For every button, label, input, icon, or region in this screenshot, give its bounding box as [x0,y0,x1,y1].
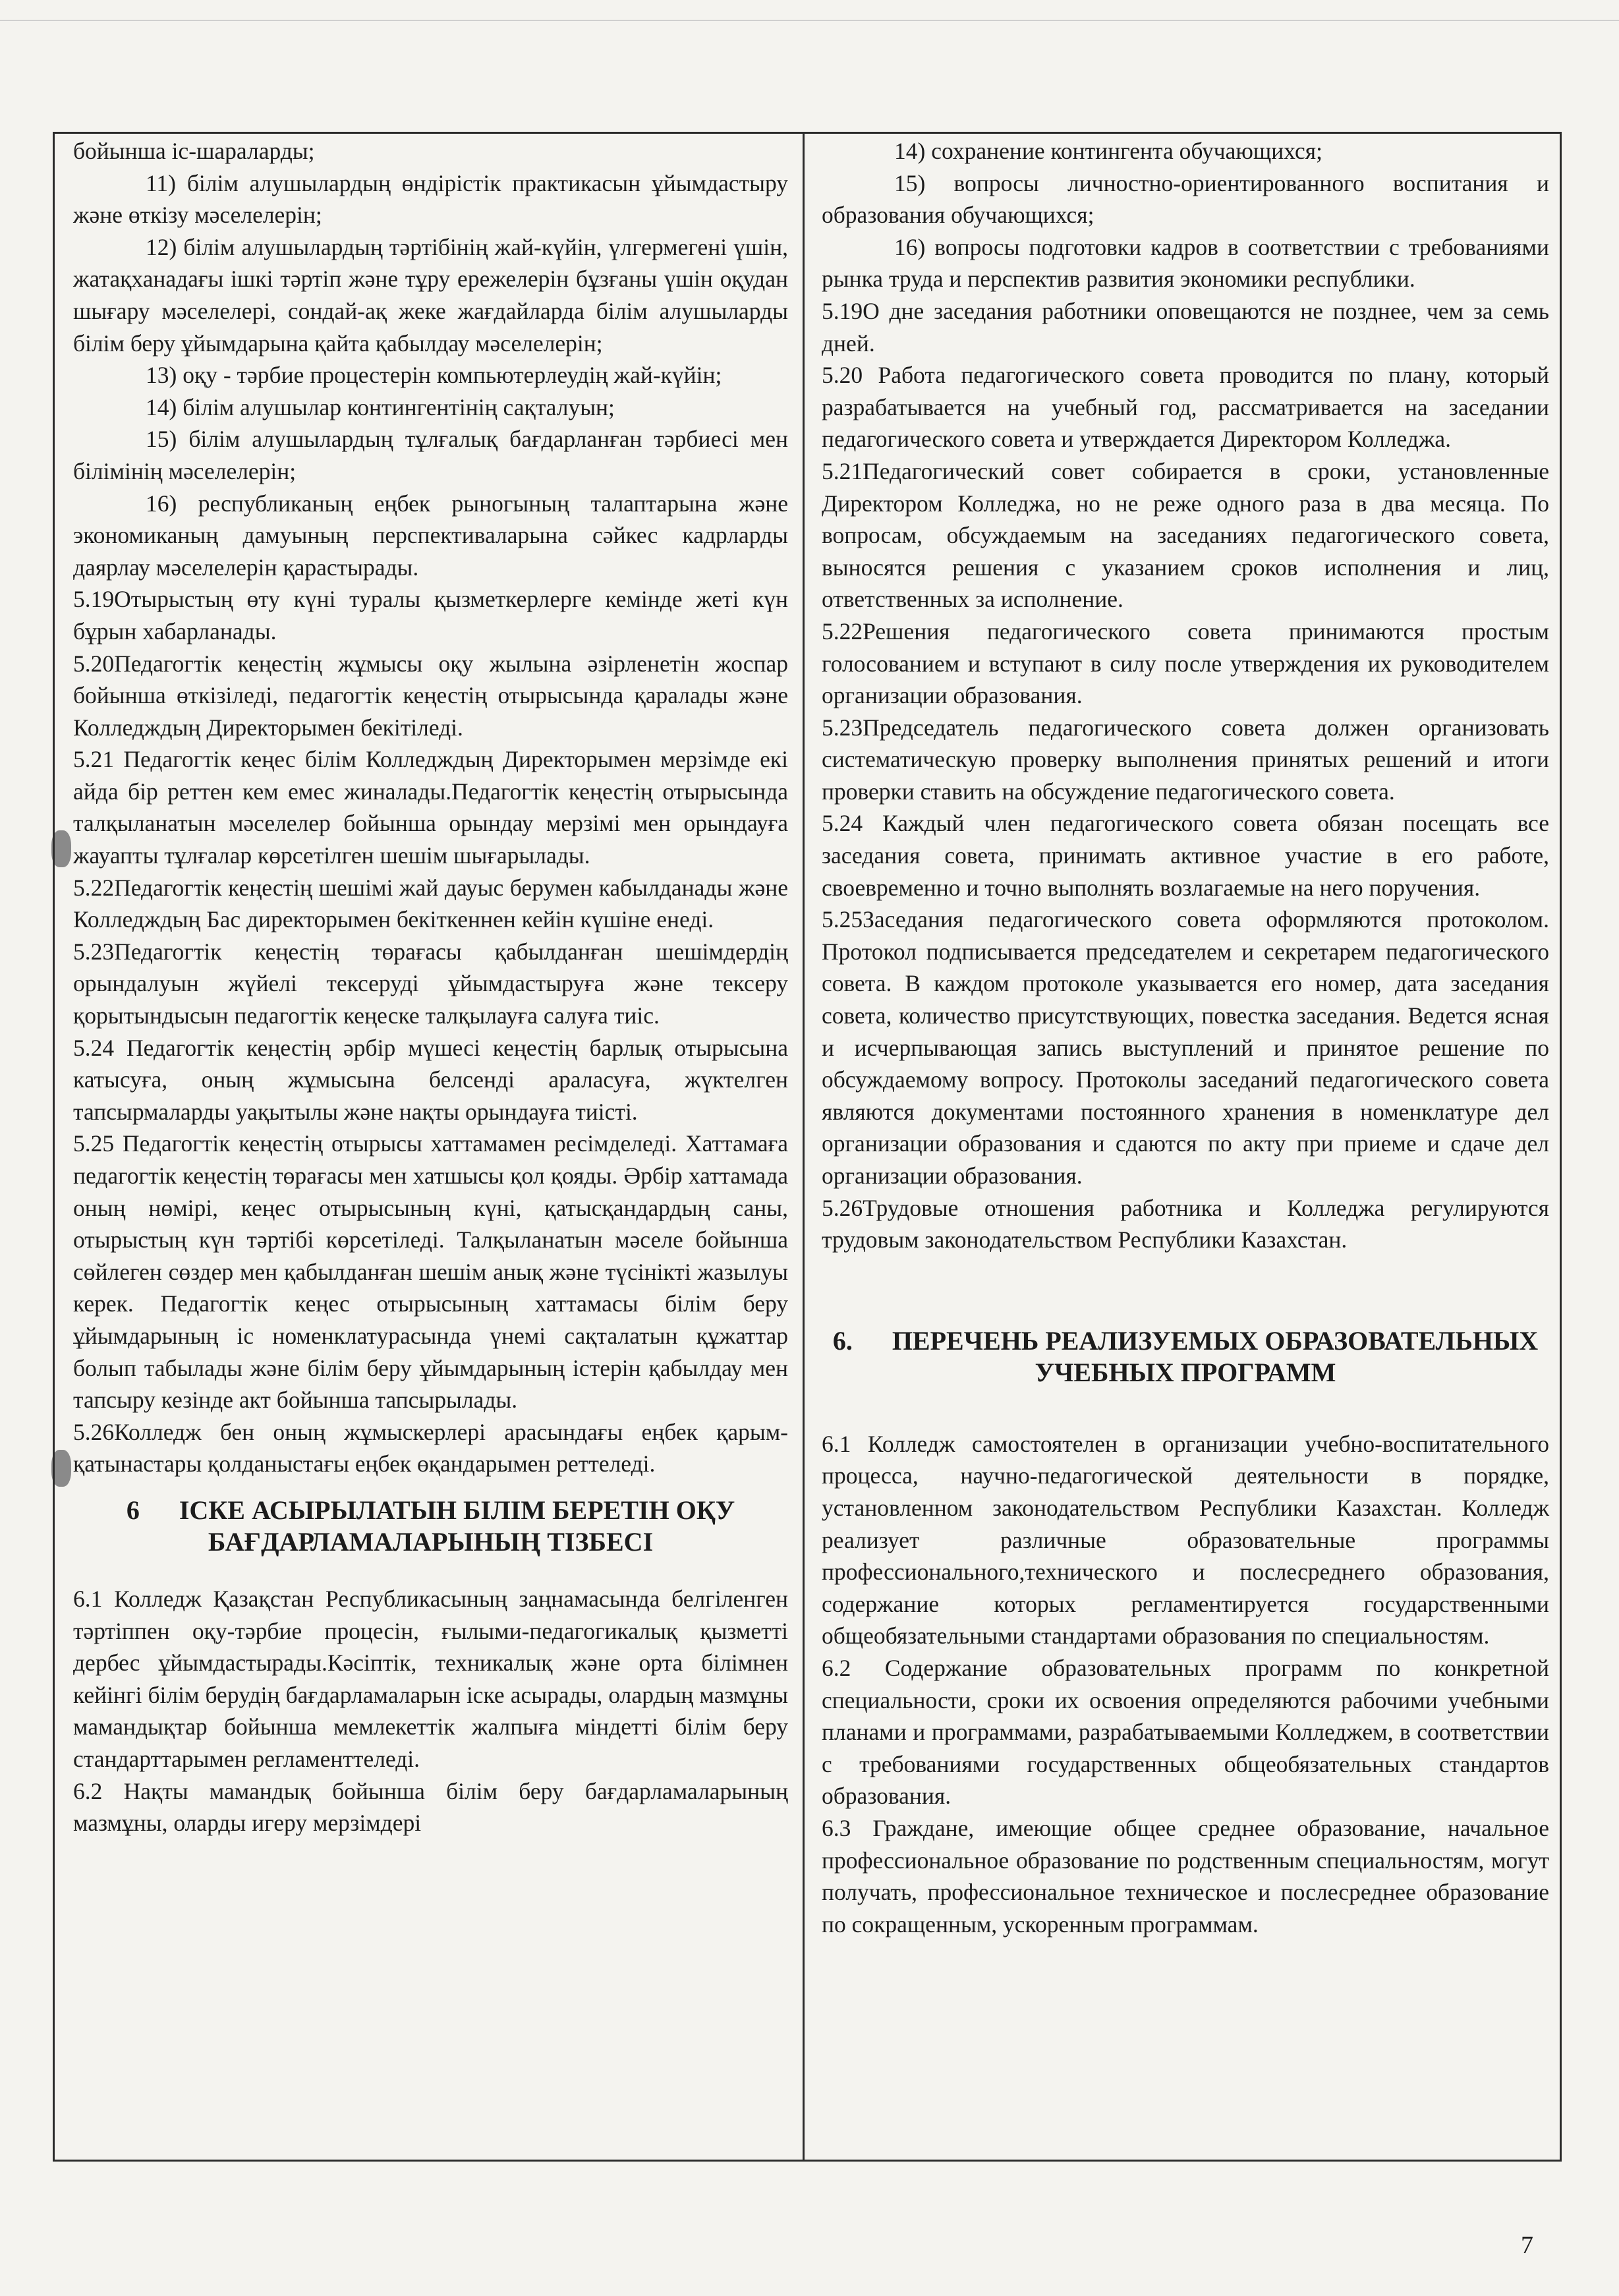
left-heading-number: 6 [126,1495,140,1525]
paragraph: 5.19Отырыстың өту күні туралы қызметкерлерге кемінде жеті күн бұрын хабарланады. [73,586,788,645]
paragraph: 5.23Председатель педагогического совета должен организовать систематическую проверку выполнения принятых решений и итоги проверки ставить на обсуждение педагогического совета. [822,714,1549,805]
paragraph: 11) білім алушылардың өндірістік практикасын ұйымдастыру және өткізу мәселелерін; [73,169,788,229]
paragraph: 14) сохранение контингента обучающихся; [894,138,1322,164]
paragraph: 14) білім алушылар контингентінің сақталуын; [146,393,615,420]
paragraph: 5.20 Работа педагогического совета проводится по плану, который разрабатывается на учебный год, рассматривается на заседании педагогического совета и утверждается Директором Колледжа. [822,362,1549,453]
right-paragraphs-after [822,1428,1549,1941]
paragraph: 5.23Педагогтік кеңестің төрағасы қабылданған шешімдердің орындалуын жүйелі тексеруді ұйымдастыруға және тексеру қорытындысын педагогтік кеңеске талқылауға салуға тиіс. [73,938,788,1029]
paragraph: 13) оқу - тәрбие процестерін компьютерлеудің жай-күйін; [146,362,722,389]
paragraph: 15) білім алушылардың тұлғалық бағдарланған тәрбиесі мен білімінің мәселелерін; [73,426,788,484]
right-column-russian [803,134,1564,2160]
paragraph: 5.25 Педагогтік кеңестің отырысы хаттамамен ресімделеді. Хаттамаға педагогтік кеңестің төрағасы мен хатшысы қол қояды. Әрбір хаттамада оның нөмірі, кеңес отырысының күні, қатысқандардың саны, отырыстың күн тәртібі көрсетіледі. Талқыланатын мәселе бойынша сөйлеген сөздер мен қабылданған шешім анық және түсінікті жазылуы керек. Педагогтік кеңес отырысының хаттамасы білім беру ұйымдарының іс номенклатурасында үнемі сақталатын құжаттар болып табылады және білім беру ұйымдарының істерін қабылдау мен тапсыру кезінде акт бойынша тапсырылады. [73,1130,788,1414]
paragraph: 5.20Педагогтік кеңестің жұмысы оқу жылына әзірленетін жоспар бойынша өткізіледі, педагогтік кеңестің отырысында қаралады және Колледждың Директорымен бекітіледі. [73,650,788,741]
top-scan-edge [0,20,1619,21]
document-page [53,132,1562,2162]
left-column-kazakh [55,134,803,2160]
paragraph: 5.24 Педагогтік кеңестің әрбір мүшесі кеңестің барлық отырысына катысуға, оның жұмысына белсенді араласуға, жүктелген тапсырмаларды уақытылы және нақты орындауға тиісті. [73,1034,788,1125]
paragraph: 5.24 Каждый член педагогического совета обязан посещать все заседания совета, принимать активное участие в его работе, своевременно и точно выполнять возлагаемые на него поручения. [822,810,1549,901]
paragraph: 6.2 Нақты мамандық бойынша білім беру бағдарламаларының мазмұны, оларды игеру мерзімдері [73,1777,788,1837]
left-section-heading [73,1495,788,1558]
left-paragraphs-before [73,135,788,1480]
paragraph: 6.1 Колледж Қазақстан Республикасының заңнамасында белгіленген тәртіппен оқу-тәрбие процесін, ғылыми-педагогикалық қызметті дербес ұйымдастырады.Кәсіптік, техникалық және орта білімнен кейінгі білім берудің бағдарламаларын іске асырады, олардың мазмұны мамандықтар бойынша мемлекеттік жалпыға міндетті білім беру стандарттарымен регламенттеледі. [73,1585,788,1772]
paragraph: 15) вопросы личностно-ориентированного воспитания и образования обучающихся; [822,169,1549,229]
left-heading-line2: БАҒДАРЛАМАЛАРЫНЫҢ ТІЗБЕСІ [208,1526,654,1557]
right-heading-number: 6. [832,1325,853,1356]
paragraph: 5.21Педагогический совет собирается в сроки, установленные Директором Колледжа, но не реже одного раза в два месяца. По вопросам, обсуждаемым на заседаниях педагогического совета, выносятся решения с указанием сроков исполнения и лиц, ответственных за исполнение. [822,457,1549,613]
right-heading-line2: УЧЕБНЫХ ПРОГРАММ [1035,1357,1336,1387]
right-paragraphs-before [822,135,1549,1256]
paragraph: 6.3 Граждане, имеющие общее среднее образование, начальное профессиональное образование по родственным специальностям, могут получать, профессиональное техническое и послесреднее образование по сокращенным, ускоренным программам. [822,1814,1549,1937]
left-paragraphs-after [73,1583,788,1839]
right-heading-line1: ПЕРЕЧЕНЬ РЕАЛИЗУЕМЫХ ОБРАЗОВАТЕЛЬНЫХ [892,1325,1539,1356]
paragraph: 16) вопросы подготовки кадров в соответствии с требованиями рынка труда и перспектив развития экономики республики. [822,233,1549,293]
paragraph: бойынша іс-шараларды; [73,138,315,164]
right-section-heading [822,1325,1549,1389]
paragraph: 6.2 Содержание образовательных программ по конкретной специальности, сроки их освоения определяются рабочими учебными планами и программами, разрабатываемыми Колледжем, в соответствии с требованиями государственных общеобязательных стандартов образования. [822,1654,1549,1810]
paragraph: 5.19О дне заседания работники оповещаются не позднее, чем за семь дней. [822,297,1549,357]
paragraph: 5.25Заседания педагогического совета оформляются протоколом. Протокол подписывается председателем и секретарем педагогического совета. В каждом протоколе указывается его номер, дата заседания совета, количество присутствующих, повестка заседания. Ведется ясная и исчерпывающая запись выступлений и принятое решение по обсуждаемому вопросу. Протоколы заседаний педагогического совета являются документами постоянного хранения в номенклатуре дел организации образования и сдаются по акту при приеме и сдаче дел организации образования. [822,906,1549,1189]
paragraph: 16) республиканың еңбек рыногының талаптарына және экономиканың дамуының перспективаларына сәйкес кадрларды даярлау мәселелерін қарастырады. [73,490,788,581]
paragraph: 5.21 Педагогтік кеңес білім Колледждың Директорымен мерзімде екі айда бір реттен кем емес жиналады.Педагогтік кеңестің отырысында талқыланатын мәселелер бойынша орындау мерзімі мен орындауға жауапты тұлғалар көрсетілген шешім шығарылады. [73,746,788,869]
paragraph: 5.22Педагогтік кеңестің шешімі жай дауыс берумен кабылданады және Колледждың Бас директорымен бекіткеннен кейін күшіне енеді. [73,874,788,933]
page-number: 7 [1521,2231,1533,2259]
paragraph: 6.1 Колледж самостоятелен в организации учебно-воспитательного процесса, научно-педагогической деятельности в порядке, установленном законодательством Республики Казахстан. Колледж реализует различные образовательные программы профессионального,технического и послесреднего образования, содержание которых регламентируется государственными общеобязательными стандартами образования по специальностям. [822,1430,1549,1650]
paragraph: 12) білім алушылардың тәртібінің жай-күйін, үлгермегені үшін, жатақханадағы ішкі тәртіп және тұру ережелерін бұзғаны үшін оқудан шығару мәселелері, сондай-ақ жеке жағдайларда білім алушыларды білім беру ұйымдарына қайта қабылдау мәселелерін; [73,233,788,357]
paragraph: 5.22Решения педагогического совета принимаются простым голосованием и вступают в силу после утверждения их руководителем организации образования. [822,617,1549,709]
paragraph: 5.26Трудовые отношения работника и Колледжа регулируются трудовым законодательством Республики Казахстан. [822,1194,1549,1253]
left-heading-line1: ІСКЕ АСЫРЫЛАТЫН БІЛІМ БЕРЕТІН ОҚУ [179,1495,735,1525]
paragraph: 5.26Колледж бен оның жұмыскерлері арасындағы еңбек қарым-қатынастары қолданыстағы еңбек өқандарымен реттеледі. [73,1418,788,1478]
